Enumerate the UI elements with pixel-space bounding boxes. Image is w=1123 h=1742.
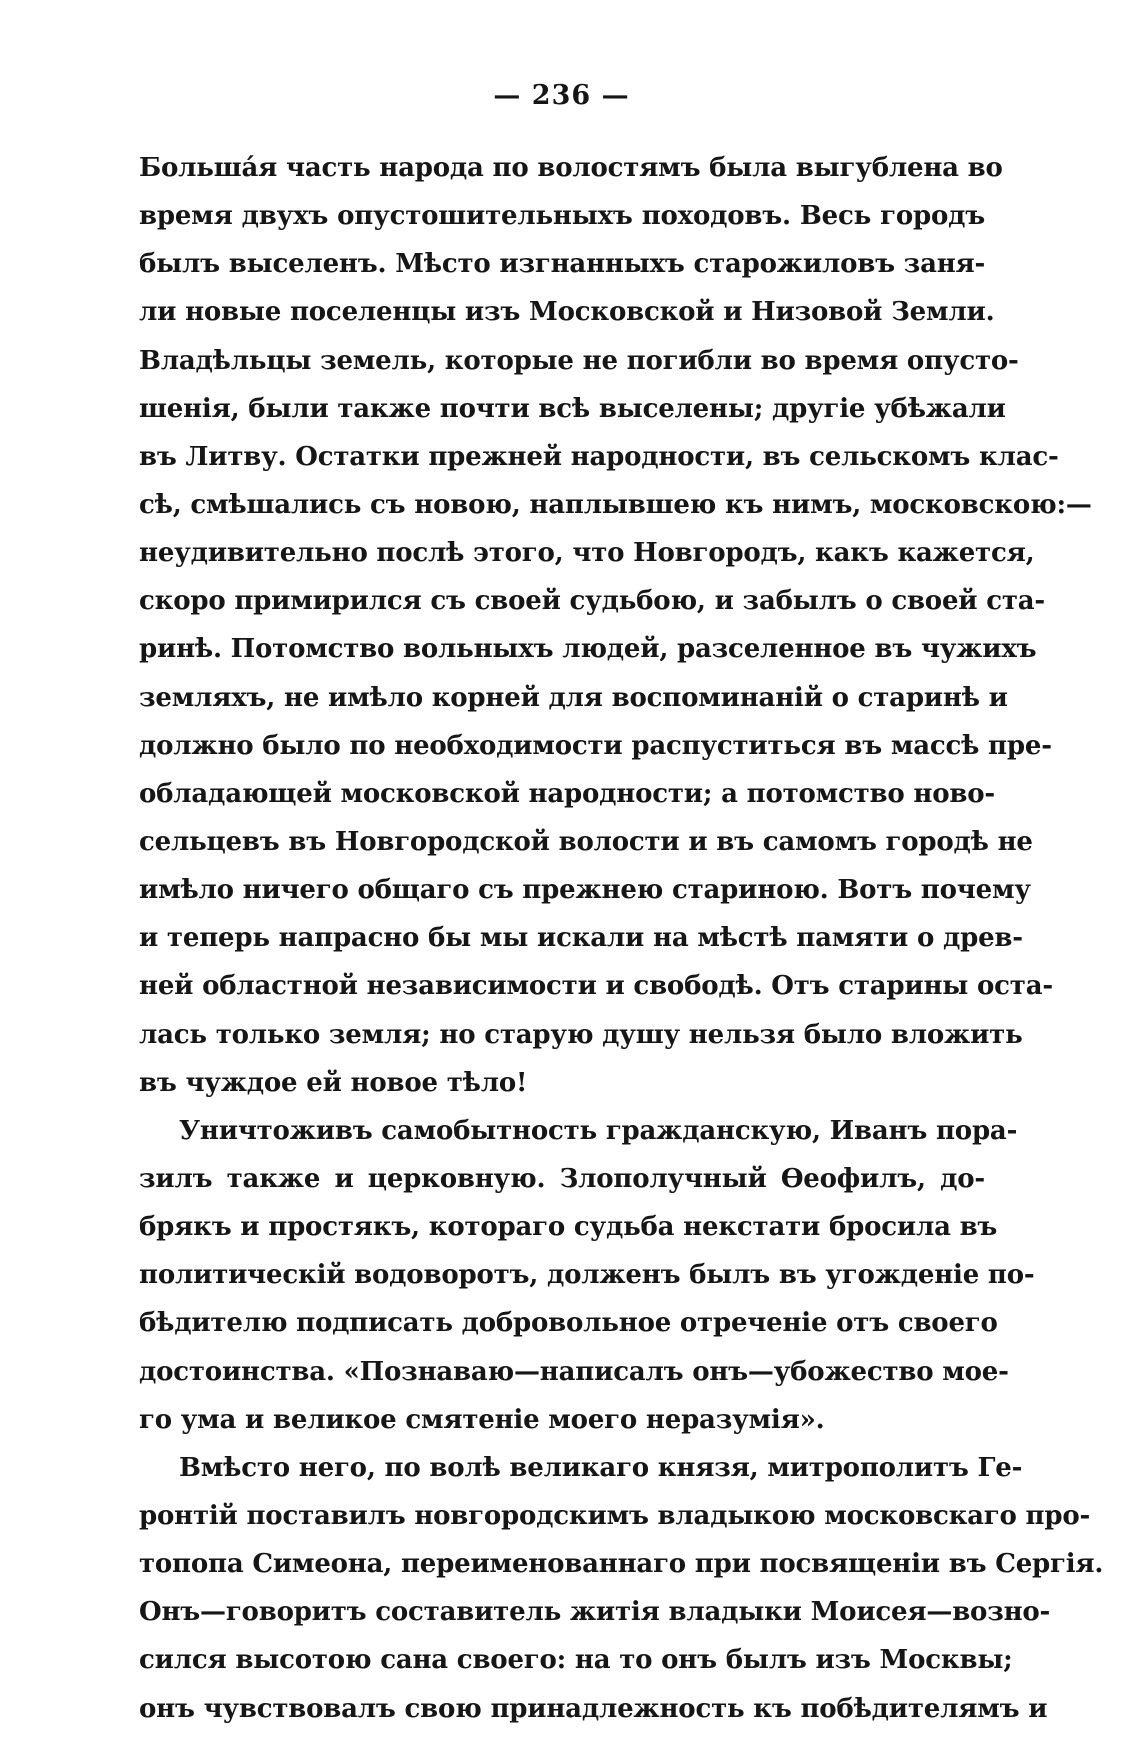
text-line: сѣ, смѣшались съ новою, наплывшею къ нимъ, московскою:— <box>139 489 1092 520</box>
text-line: политическій водоворотъ, долженъ былъ въ угожденіе по- <box>139 1260 1035 1291</box>
paragraph-2 <box>139 1107 1035 1444</box>
page-number: — 236 — <box>493 80 630 111</box>
body-text <box>139 144 1104 1733</box>
text-line: брякъ и простякъ, котораго судьба некстати бросила въ <box>139 1212 998 1243</box>
text-line: ней областной независимости и свободѣ. Отъ старины оста- <box>139 971 1053 1002</box>
text-line: неудивительно послѣ этого, что Новгородъ, какъ кажется, <box>139 538 1035 569</box>
text-line: земляхъ, не имѣло корней для воспоминаній о старинѣ и <box>139 682 1008 713</box>
text-line: сельцевъ въ Новгородской волости и въ самомъ городѣ не <box>139 826 1033 857</box>
text-line: въ чуждое ей новое тѣло! <box>139 1067 528 1098</box>
text-line: сился высотою сана своего: на то онъ былъ изъ Москвы; <box>139 1645 1013 1676</box>
text-line: и теперь напрасно бы мы искали на мѣстѣ памяти о древ- <box>139 923 1023 954</box>
text-line: Вмѣсто него, по волѣ великаго князя, митрополитъ Ге- <box>179 1452 1023 1483</box>
text-line: время двухъ опустошительныхъ походовъ. Весь городъ <box>139 201 985 232</box>
text-line: зилъ также и церковную. Злополучный Ѳеофилъ, до- <box>139 1163 985 1194</box>
text-line: Онъ—говоритъ составитель житія владыки Моисея—возно- <box>139 1597 1051 1628</box>
text-line: достоинства. «Познаваю—написалъ онъ—убожество мое- <box>139 1356 1009 1387</box>
text-line: обладающей московской народности; а потомство ново- <box>139 778 995 809</box>
text-line: былъ выселенъ. Мѣсто изгнанныхъ старожиловъ заня- <box>139 249 986 280</box>
text-line: Уничтоживъ самобытность гражданскую, Иванъ пора- <box>179 1115 1018 1146</box>
text-line: шенія, были также почти всѣ выселены; другіе убѣжали <box>139 393 1006 424</box>
text-line: ринѣ. Потомство вольныхъ людей, разселенное въ чужихъ <box>139 634 1037 665</box>
paragraph-1 <box>139 144 1092 1107</box>
paragraph-3 <box>139 1444 1104 1733</box>
text-line: въ Литву. Остатки прежней народности, въ сельскомъ клас- <box>139 441 1059 472</box>
text-line: онъ чувствовалъ свою принадлежность къ побѣдителямъ и <box>139 1693 1048 1724</box>
text-line: скоро примирился съ своей судьбою, и забылъ о своей ста- <box>139 586 1046 617</box>
text-line: Владѣльцы земель, которые не погибли во время опусто- <box>139 345 1019 376</box>
text-line: имѣло ничего общаго съ прежнею стариною. Вотъ почему <box>139 875 1031 906</box>
text-line: топопа Симеона, переименованнаго при посвященіи въ Сергія. <box>139 1549 1104 1580</box>
text-line: Большáя часть народа по волостямъ была выгублена во <box>139 153 1003 183</box>
text-line: го ума и великое смятеніе моего неразумія». <box>139 1404 825 1435</box>
text-line: должно было по необходимости распуститься въ массѣ пре- <box>139 730 1052 761</box>
text-line: ли новые поселенцы изъ Московской и Низовой Земли. <box>139 297 995 328</box>
text-line: бѣдителю подписать добровольное отреченіе отъ своего <box>139 1308 998 1339</box>
text-line: ронтій поставилъ новгородскимъ владыкою московскаго про- <box>139 1500 1091 1531</box>
text-line: лась только земля; но старую душу нельзя было вложить <box>139 1019 1023 1050</box>
